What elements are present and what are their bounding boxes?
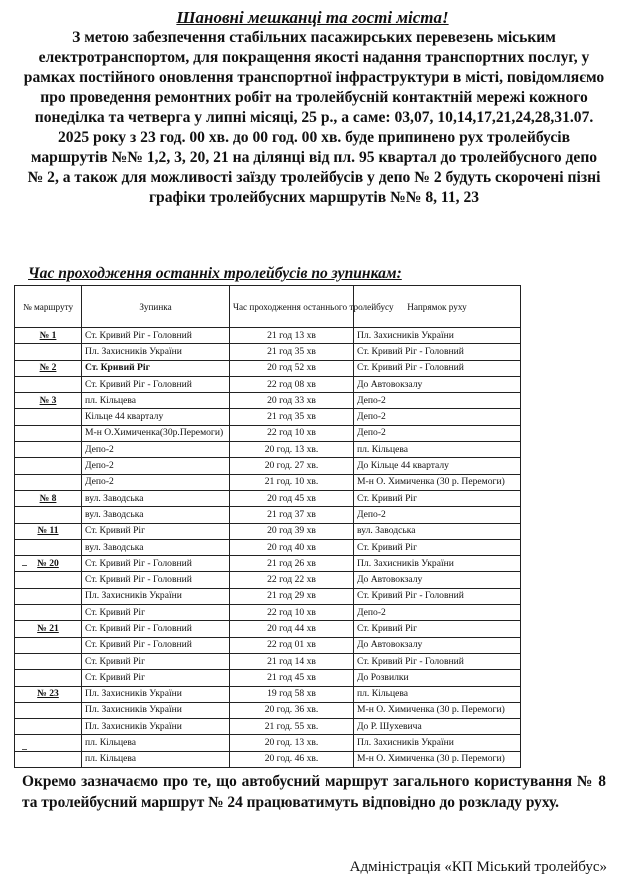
cell-direction: Депо-2: [354, 409, 521, 425]
cell-stop: Депо-2: [82, 458, 230, 474]
cell-stop: вул. Заводська: [82, 507, 230, 523]
cell-time: 21 год 45 хв: [230, 670, 354, 686]
cell-direction: До Автовокзалу: [354, 376, 521, 392]
column-header-route: № маршруту: [15, 286, 82, 328]
cell-route: [15, 702, 82, 718]
cell-direction: пл. Кільцева: [354, 686, 521, 702]
cell-time: 22 год 08 хв: [230, 376, 354, 392]
cell-stop: М-н О.Химиченка(30р.Перемоги): [82, 425, 230, 441]
table-row: [15, 702, 521, 718]
announcement-body: З метою забезпечення стабільних пасажирських перевезень міським електротранспортом, для покращення якості надання транспортних послуг, у рамках постійного оновлення транспортної інфраструктури в місті, повідомляємо про проведення ремонтних робіт на тролейбусній контактній мережі кожного понеділка та четверга у липні місяці, 25 р., а саме: 03,07, 10,14,17,21,24,28,31.07. 2025 року з 23 год. 00 хв. до 00 год. 00 хв. буде припинено рух тролейбусів маршрутів №№ 1,2, 3, 20, 21 на ділянці від пл. 95 квартал до тролейбусного депо № 2, а також для можливості заїзду тролейбусів у депо № 2 будуть скорочені пізні графіки тролейбусних маршрутів №№ 8, 11, 23: [23, 29, 605, 206]
cell-route: [15, 442, 82, 458]
cell-direction: Депо-2: [354, 393, 521, 409]
table-row: [15, 425, 521, 441]
table-row: [15, 344, 521, 360]
cell-route: [15, 751, 82, 767]
cell-route: [15, 344, 82, 360]
table-row: [15, 637, 521, 653]
table-row: [15, 458, 521, 474]
table-row: [15, 670, 521, 686]
table-row: [15, 605, 521, 621]
cell-stop: Ст. Кривий Ріг - Головний: [82, 637, 230, 653]
table-row: [15, 735, 521, 751]
cell-time: 21 год 35 хв: [230, 409, 354, 425]
cell-direction: Депо-2: [354, 425, 521, 441]
cell-route: [15, 670, 82, 686]
cell-stop: Депо-2: [82, 474, 230, 490]
cell-direction: Депо-2: [354, 605, 521, 621]
cell-route: [15, 539, 82, 555]
cell-route: [15, 588, 82, 604]
cell-route: [15, 409, 82, 425]
cell-direction: Депо-2: [354, 507, 521, 523]
cell-stop: Ст. Кривий Ріг: [82, 670, 230, 686]
table-row: [15, 409, 521, 425]
column-header-stop: Зупинка: [82, 286, 230, 328]
cell-stop: Пл. Захисників України: [82, 686, 230, 702]
cell-time: 21 год 13 хв: [230, 328, 354, 344]
cell-direction: Ст. Кривий Ріг - Головний: [354, 588, 521, 604]
cell-stop: Ст. Кривий Ріг: [82, 360, 230, 376]
cell-time: 20 год. 46 хв.: [230, 751, 354, 767]
table-row: [15, 653, 521, 669]
table-row: [15, 376, 521, 392]
cell-stop: Ст. Кривий Ріг - Головний: [82, 328, 230, 344]
cell-route: [15, 425, 82, 441]
margin-mark: [22, 749, 27, 750]
cell-time: 20 год 33 хв: [230, 393, 354, 409]
cell-stop: Пл. Захисників України: [82, 702, 230, 718]
column-header-time: Час проходження останнього тролейбусу: [230, 286, 354, 328]
cell-route: № 1: [15, 328, 82, 344]
cell-time: 22 год 01 хв: [230, 637, 354, 653]
cell-route: [15, 605, 82, 621]
cell-stop: Ст. Кривий Ріг: [82, 653, 230, 669]
cell-direction: вул. Заводська: [354, 523, 521, 539]
cell-direction: пл. Кільцева: [354, 442, 521, 458]
cell-stop: пл. Кільцева: [82, 735, 230, 751]
cell-route: [15, 376, 82, 392]
cell-direction: До Розвилки: [354, 670, 521, 686]
margin-mark: [22, 565, 27, 566]
cell-direction: Пл. Захисників України: [354, 328, 521, 344]
cell-direction: До Автовокзалу: [354, 637, 521, 653]
cell-route: № 20: [15, 556, 82, 572]
schedule-heading: Час проходження останніх тролейбусів по зупинкам:: [28, 265, 402, 282]
schedule-table: [14, 285, 521, 768]
cell-route: № 23: [15, 686, 82, 702]
cell-time: 20 год. 13 хв.: [230, 735, 354, 751]
cell-time: 21 год 37 хв: [230, 507, 354, 523]
cell-direction: Пл. Захисників України: [354, 556, 521, 572]
cell-stop: Ст. Кривий Ріг - Головний: [82, 572, 230, 588]
cell-stop: вул. Заводська: [82, 539, 230, 555]
cell-stop: Кільце 44 кварталу: [82, 409, 230, 425]
cell-route: [15, 719, 82, 735]
cell-direction: М-н О. Химиченка (30 р. Перемоги): [354, 474, 521, 490]
table-row: [15, 474, 521, 490]
cell-route: № 21: [15, 621, 82, 637]
cell-stop: Ст. Кривий Ріг - Головний: [82, 376, 230, 392]
cell-route: [15, 572, 82, 588]
cell-time: 20 год. 27 хв.: [230, 458, 354, 474]
cell-direction: М-н О. Химиченка (30 р. Перемоги): [354, 751, 521, 767]
table-row: [15, 588, 521, 604]
cell-direction: Ст. Кривий Ріг: [354, 490, 521, 506]
table-header-row: [15, 286, 521, 328]
cell-direction: До Р. Шухевича: [354, 719, 521, 735]
cell-time: 20 год. 13 хв.: [230, 442, 354, 458]
cell-time: 19 год 58 хв: [230, 686, 354, 702]
cell-time: 20 год 40 хв: [230, 539, 354, 555]
cell-stop: Ст. Кривий Ріг: [82, 523, 230, 539]
column-header-direction: Напрямок руху: [354, 286, 521, 328]
cell-stop: пл. Кільцева: [82, 393, 230, 409]
cell-time: 22 год 22 хв: [230, 572, 354, 588]
cell-time: 22 год 10 хв: [230, 425, 354, 441]
cell-direction: Ст. Кривий Ріг - Головний: [354, 653, 521, 669]
cell-direction: До Автовокзалу: [354, 572, 521, 588]
cell-route: [15, 474, 82, 490]
table-row: [15, 442, 521, 458]
table-row: [15, 556, 521, 572]
cell-time: 21 год. 55 хв.: [230, 719, 354, 735]
cell-stop: Ст. Кривий Ріг - Головний: [82, 621, 230, 637]
cell-route: [15, 637, 82, 653]
schedule-table-body: [15, 328, 521, 768]
table-row: [15, 686, 521, 702]
cell-direction: Ст. Кривий Ріг: [354, 621, 521, 637]
cell-route: [15, 458, 82, 474]
cell-route: [15, 653, 82, 669]
table-row: [15, 539, 521, 555]
cell-time: 20 год 44 хв: [230, 621, 354, 637]
page-title: Шановні мешканці та гості міста!: [176, 8, 449, 27]
cell-stop: Пл. Захисників України: [82, 588, 230, 604]
cell-stop: Депо-2: [82, 442, 230, 458]
cell-time: 20 год. 36 хв.: [230, 702, 354, 718]
cell-direction: Ст. Кривий Ріг - Головний: [354, 360, 521, 376]
cell-time: 21 год 14 хв: [230, 653, 354, 669]
cell-stop: Пл. Захисників України: [82, 344, 230, 360]
cell-direction: Пл. Захисників України: [354, 735, 521, 751]
cell-route: № 11: [15, 523, 82, 539]
table-row: [15, 393, 521, 409]
cell-time: 21 год 29 хв: [230, 588, 354, 604]
signature: Адміністрація «КП Міський тролейбус»: [349, 859, 607, 875]
cell-time: 21 год 26 хв: [230, 556, 354, 572]
table-row: [15, 523, 521, 539]
cell-direction: Ст. Кривий Ріг: [354, 539, 521, 555]
cell-route: № 2: [15, 360, 82, 376]
cell-stop: пл. Кільцева: [82, 751, 230, 767]
closing-note: Окремо зазначаємо про те, що автобусний маршрут загального користування № 8 та тролейбусний маршрут № 24 працюватимуть відповідно до розкладу руху.: [22, 773, 606, 811]
cell-route: [15, 507, 82, 523]
cell-direction: Ст. Кривий Ріг - Головний: [354, 344, 521, 360]
cell-time: 20 год 45 хв: [230, 490, 354, 506]
table-row: [15, 621, 521, 637]
cell-time: 22 год 10 хв: [230, 605, 354, 621]
table-row: [15, 360, 521, 376]
table-row: [15, 507, 521, 523]
table-row: [15, 328, 521, 344]
table-row: [15, 490, 521, 506]
cell-stop: Пл. Захисників України: [82, 719, 230, 735]
cell-time: 20 год 52 хв: [230, 360, 354, 376]
cell-time: 21 год 35 хв: [230, 344, 354, 360]
cell-stop: вул. Заводська: [82, 490, 230, 506]
table-row: [15, 719, 521, 735]
cell-route: № 3: [15, 393, 82, 409]
cell-time: 20 год 39 хв: [230, 523, 354, 539]
table-row: [15, 751, 521, 767]
cell-route: № 8: [15, 490, 82, 506]
table-row: [15, 572, 521, 588]
cell-stop: Ст. Кривий Ріг - Головний: [82, 556, 230, 572]
cell-direction: М-н О. Химиченка (30 р. Перемоги): [354, 702, 521, 718]
cell-time: 21 год. 10 хв.: [230, 474, 354, 490]
cell-direction: До Кільце 44 кварталу: [354, 458, 521, 474]
cell-stop: Ст. Кривий Ріг: [82, 605, 230, 621]
